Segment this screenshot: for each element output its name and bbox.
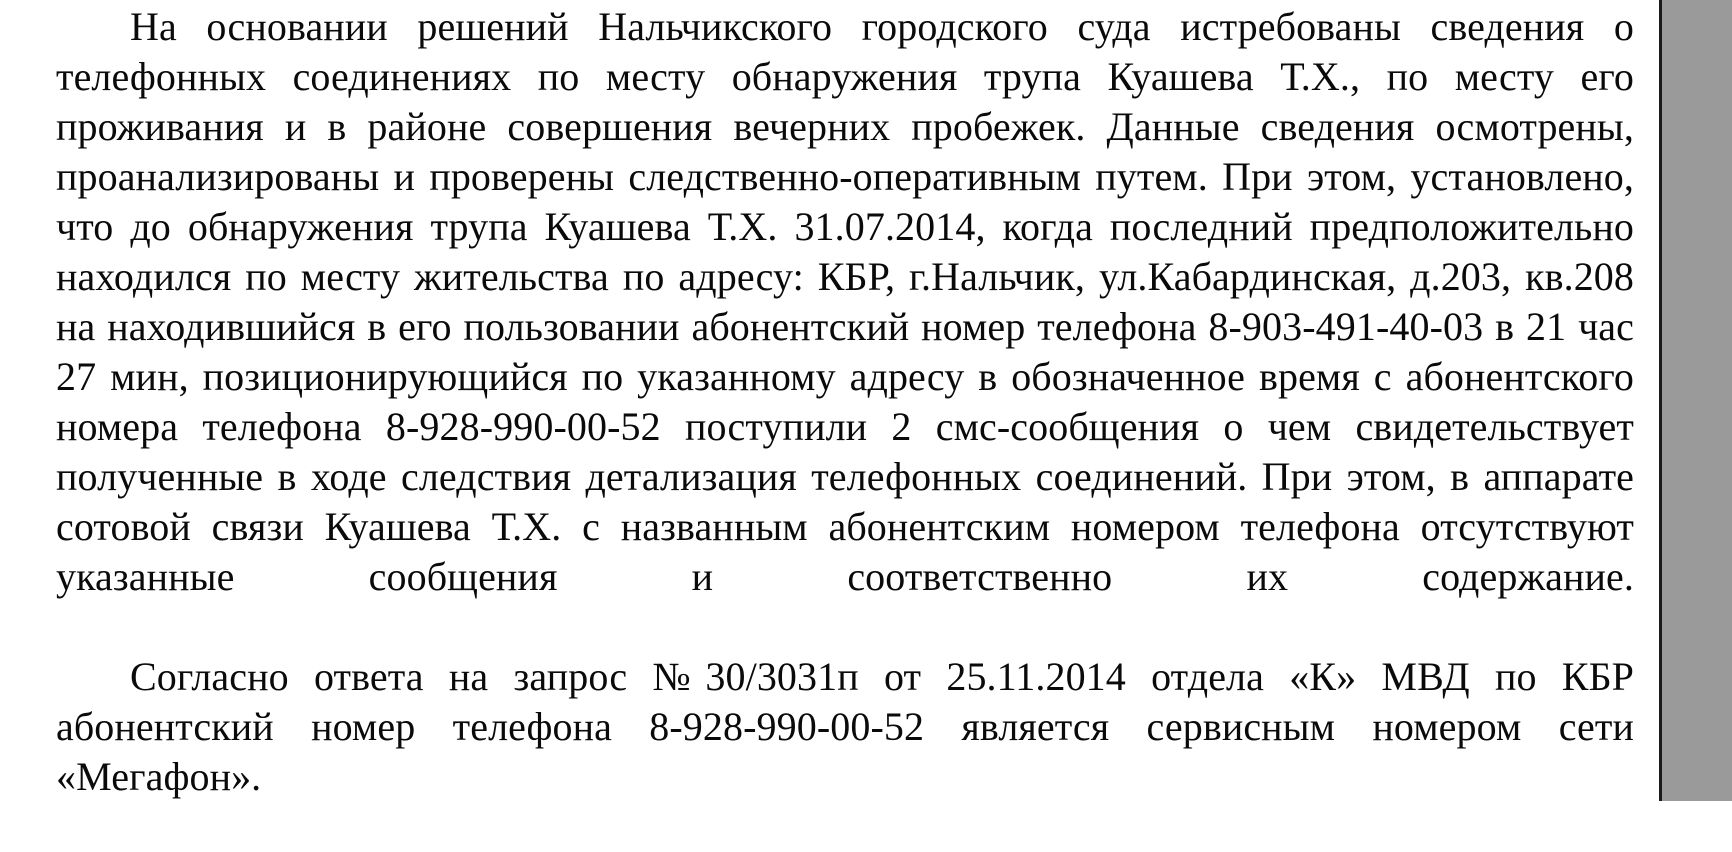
document-text-column [56,2,1634,852]
paragraph-2: Согласно ответа на запрос №30/3031п от 25.11.2014 отдела «К» МВД по КБР абонентский номер телефона 8-928-990-00-52 является сервисным номером сети «Мегафон». [56,654,1634,799]
scan-edge-shadow [1662,0,1732,801]
paragraph-1: На основании решений Нальчикского городского суда истребованы сведения о телефонных соединениях по месту обнаружения трупа Куашева Т.Х., по месту его проживания и в районе совершения вечерних пробежек. Данные сведения осмотрены, проанализированы и проверены следственно-оперативным путем. При этом, установлено, что до обнаружения трупа Куашева Т.Х. 31.07.2014, когда последний предположительно находился по месту жительства по адресу: КБР, г.Нальчик, ул.Кабардинская, д.203, кв.208 на находившийся в его пользовании абонентский номер телефона 8-903-491-40-03 в 21 час 27 мин, позиционирующийся по указанному адресу в обозначенное время с абонентского номера телефона 8-928-990-00-52 поступили 2 смс-сообщения о чем свидетельствует полученные в ходе следствия детализация телефонных соединений. При этом, в аппарате сотовой связи Куашева Т.Х. с названным абонентским номером телефона отсутствуют указанные сообщения и соответственно их содержание. [56,4,1634,599]
page-gutter-line [1646,0,1662,801]
